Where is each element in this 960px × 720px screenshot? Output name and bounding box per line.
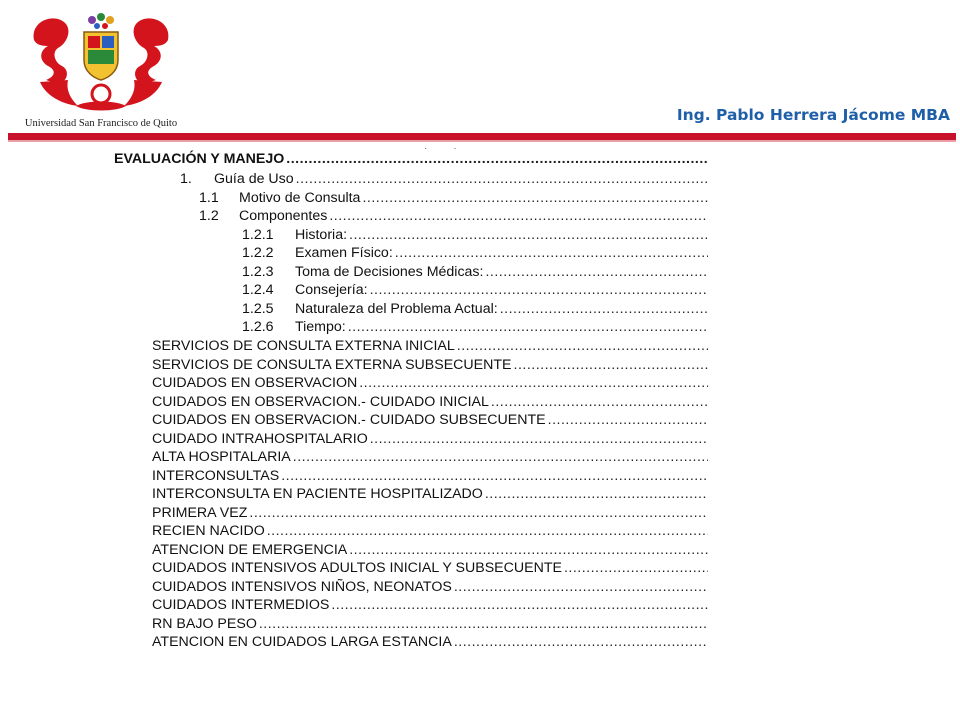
toc-number: 1.2.2 xyxy=(242,245,274,261)
leader-dots xyxy=(286,150,708,168)
toc-row-section[interactable] xyxy=(152,356,708,374)
toc-label: INTERCONSULTAS xyxy=(152,467,280,484)
leader-dots xyxy=(331,596,708,614)
toc-label: CUIDADOS INTERMEDIOS xyxy=(152,597,330,613)
leader-dots xyxy=(370,281,708,299)
toc-label: ATENCION DE EMERGENCIA xyxy=(152,541,348,558)
toc-row-component[interactable] xyxy=(242,318,708,336)
leader-dots xyxy=(293,448,708,466)
university-logo xyxy=(16,10,181,132)
toc-number: 1.1 xyxy=(199,189,219,206)
toc-row-component[interactable] xyxy=(242,281,708,299)
toc-label: CUIDADOS EN OBSERVACION.- CUIDADO SUBSECUENTE xyxy=(152,412,546,428)
scan-marks: ·· xyxy=(424,143,483,154)
toc-label: INTERCONSULTA EN PACIENTE HOSPITALIZADO xyxy=(152,486,483,502)
leader-dots xyxy=(548,411,708,429)
toc-row-section[interactable] xyxy=(152,448,708,466)
leader-dots xyxy=(349,541,708,559)
toc-row-section[interactable] xyxy=(152,504,708,522)
university-name: Universidad San Francisco de Quito xyxy=(24,118,178,129)
toc-row-section[interactable] xyxy=(152,522,708,540)
toc-label: SERVICIOS DE CONSULTA EXTERNA INICIAL xyxy=(152,338,455,354)
toc-label: ALTA HOSPITALARIA xyxy=(152,449,291,465)
toc-label: CUIDADO INTRAHOSPITALARIO xyxy=(152,430,368,447)
toc-number: 1.2.6 xyxy=(242,319,274,335)
leader-dots xyxy=(457,337,708,355)
toc-label: Componentes xyxy=(239,208,328,224)
header-divider xyxy=(8,133,956,140)
leader-dots xyxy=(485,263,708,281)
toc-title-row[interactable] xyxy=(114,150,708,168)
toc-label: ATENCION EN CUIDADOS LARGA ESTANCIA xyxy=(152,634,452,650)
toc-row-motivo[interactable] xyxy=(199,189,708,207)
toc-row-section[interactable] xyxy=(152,467,708,485)
toc-row-section[interactable] xyxy=(152,393,708,411)
toc-number: 1. xyxy=(180,171,192,187)
toc-label: CUIDADOS INTENSIVOS NIÑOS, NEONATOS xyxy=(152,578,452,595)
toc-row-section[interactable] xyxy=(152,615,708,633)
author-name: Ing. Pablo Herrera Jácome MBA xyxy=(676,106,950,124)
toc-label: CUIDADOS INTENSIVOS ADULTOS INICIAL Y SUBSECUENTE xyxy=(152,560,562,576)
toc-label: Guía de Uso xyxy=(214,171,294,187)
toc-label: PRIMERA VEZ xyxy=(152,504,248,521)
leader-dots xyxy=(514,356,709,374)
toc-number: 1.2 xyxy=(199,208,219,224)
toc-row-section[interactable] xyxy=(152,578,708,596)
leader-dots xyxy=(259,615,708,633)
leader-dots xyxy=(500,300,708,318)
toc-label: SERVICIOS DE CONSULTA EXTERNA SUBSECUENTE xyxy=(152,356,512,373)
toc-label: Consejería: xyxy=(295,282,368,298)
leader-dots xyxy=(281,467,708,485)
toc-row-section[interactable] xyxy=(152,337,708,355)
toc-title: EVALUACIÓN Y MANEJO xyxy=(114,151,285,167)
leader-dots xyxy=(395,244,708,262)
toc-row-section[interactable] xyxy=(152,596,708,614)
toc-label: RN BAJO PESO xyxy=(152,615,257,632)
leader-dots xyxy=(454,633,708,651)
leader-dots xyxy=(267,522,708,540)
leader-dots xyxy=(348,318,708,336)
toc-label: Tiempo: xyxy=(295,319,346,335)
leader-dots xyxy=(564,559,708,577)
toc-row-section[interactable] xyxy=(152,430,708,448)
leader-dots xyxy=(485,485,708,503)
toc-label: Motivo de Consulta xyxy=(239,189,361,206)
toc-label: RECIEN NACIDO xyxy=(152,523,265,539)
toc-label: Naturaleza del Problema Actual: xyxy=(295,300,498,317)
toc-row-section[interactable] xyxy=(152,411,708,429)
dragon-crest-icon xyxy=(26,10,176,118)
toc-row-section[interactable] xyxy=(152,541,708,559)
toc-label: CUIDADOS EN OBSERVACION.- CUIDADO INICIAL xyxy=(152,393,489,410)
leader-dots xyxy=(329,207,708,225)
toc-label: CUIDADOS EN OBSERVACION xyxy=(152,375,358,391)
toc-label: Toma de Decisiones Médicas: xyxy=(295,263,484,280)
toc-row-section[interactable] xyxy=(152,374,708,392)
toc-number: 1.2.4 xyxy=(242,282,274,298)
leader-dots xyxy=(362,189,708,207)
toc-number: 1.2.5 xyxy=(242,300,274,317)
header-divider-shadow xyxy=(8,140,956,142)
leader-dots xyxy=(454,578,708,596)
toc-row-componentes[interactable] xyxy=(199,207,708,225)
toc-row-guide[interactable] xyxy=(180,170,708,188)
leader-dots xyxy=(359,374,708,392)
leader-dots xyxy=(491,393,708,411)
toc-row-section[interactable] xyxy=(152,559,708,577)
toc-row-component[interactable] xyxy=(242,244,708,262)
toc-row-section[interactable] xyxy=(152,633,708,651)
leader-dots xyxy=(249,504,708,522)
leader-dots xyxy=(349,226,708,244)
toc-label: Historia: xyxy=(295,226,348,243)
toc-row-section[interactable] xyxy=(152,485,708,503)
toc-number: 1.2.3 xyxy=(242,263,274,280)
toc-row-component[interactable] xyxy=(242,300,708,318)
toc-row-component[interactable] xyxy=(242,226,708,244)
toc-label: Examen Físico: xyxy=(295,245,393,261)
leader-dots xyxy=(370,430,708,448)
toc-number: 1.2.1 xyxy=(242,226,274,243)
leader-dots xyxy=(296,170,708,188)
toc-row-component[interactable] xyxy=(242,263,708,281)
